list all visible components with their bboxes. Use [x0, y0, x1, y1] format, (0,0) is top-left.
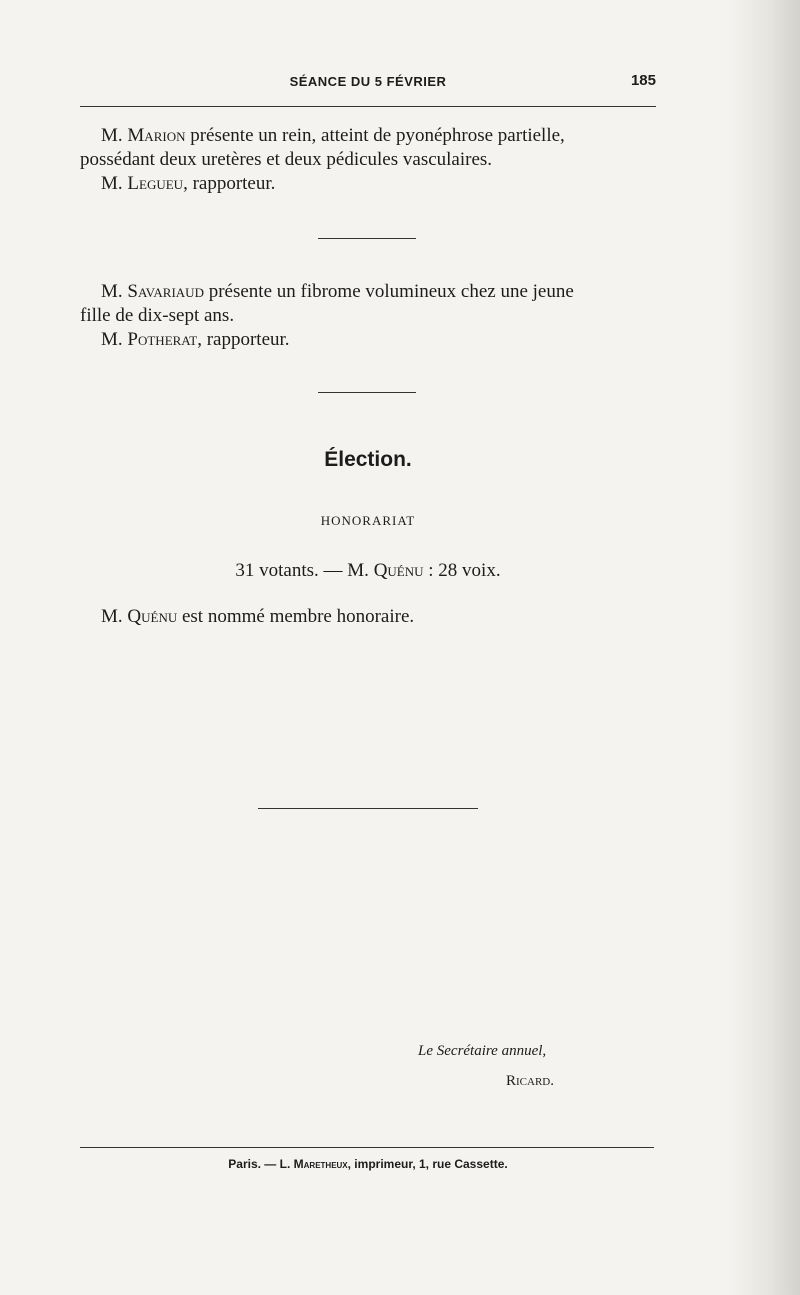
footer-printer: Maretheux	[293, 1157, 348, 1171]
signature-name: Ricard.	[506, 1073, 554, 1089]
footer-suffix: , imprimeur, 1, rue Cassette.	[347, 1157, 508, 1171]
entry-savariaud-reporter-suffix: , rapporteur.	[197, 329, 290, 350]
entry-marion-name: Marion	[127, 125, 186, 146]
entry-marion	[80, 124, 670, 196]
header-title: SÉANCE DU 5 FÉVRIER	[289, 74, 447, 89]
entry-savariaud-name: Savariaud	[127, 281, 204, 302]
header-rule	[80, 106, 656, 107]
entry-savariaud-text1: présente un fibrome volumineux chez une jeune	[203, 281, 574, 302]
separator-1	[318, 238, 416, 239]
honorariat-subtitle: HONORARIAT	[320, 513, 416, 528]
result-name: Quénu	[127, 606, 178, 627]
vote-prefix: 31 votants. — M.	[235, 560, 374, 581]
printer-footer	[80, 1157, 656, 1171]
entry-marion-reporter-m: M.	[101, 173, 123, 194]
entry-savariaud-reporter-m: M.	[101, 329, 123, 350]
footer-rule	[80, 1147, 654, 1148]
entry-savariaud-reporter-name: Potherat	[127, 329, 198, 350]
page-edge-shadow	[730, 0, 800, 1295]
entry-marion-text2: possédant deux uretères et deux pédicules vasculaires.	[80, 149, 493, 170]
footer-prefix: Paris. — L.	[228, 1157, 294, 1171]
entry-marion-m: M.	[101, 125, 123, 146]
entry-marion-reporter-suffix: , rapporteur.	[183, 173, 276, 194]
result-suffix: est nommé membre honoraire.	[177, 606, 415, 627]
entry-marion-reporter-name: Legueu	[127, 173, 184, 194]
entry-savariaud-text2: fille de dix-sept ans.	[80, 305, 235, 326]
vote-count	[80, 560, 656, 582]
result-prefix: M.	[101, 606, 128, 627]
vote-suffix: : 28 voix.	[423, 560, 501, 581]
separator-2	[318, 392, 416, 393]
signature-role: Le Secrétaire annuel,	[418, 1043, 547, 1059]
entry-savariaud	[80, 280, 670, 352]
running-header	[80, 70, 656, 100]
election-result	[101, 606, 414, 628]
entry-marion-text1: présente un rein, atteint de pyonéphrose partielle,	[185, 125, 565, 146]
vote-name: Quénu	[373, 560, 424, 581]
entry-savariaud-m: M.	[101, 281, 123, 302]
separator-3	[258, 808, 478, 809]
election-title: Élection.	[324, 448, 412, 471]
page-number: 185	[630, 72, 656, 89]
